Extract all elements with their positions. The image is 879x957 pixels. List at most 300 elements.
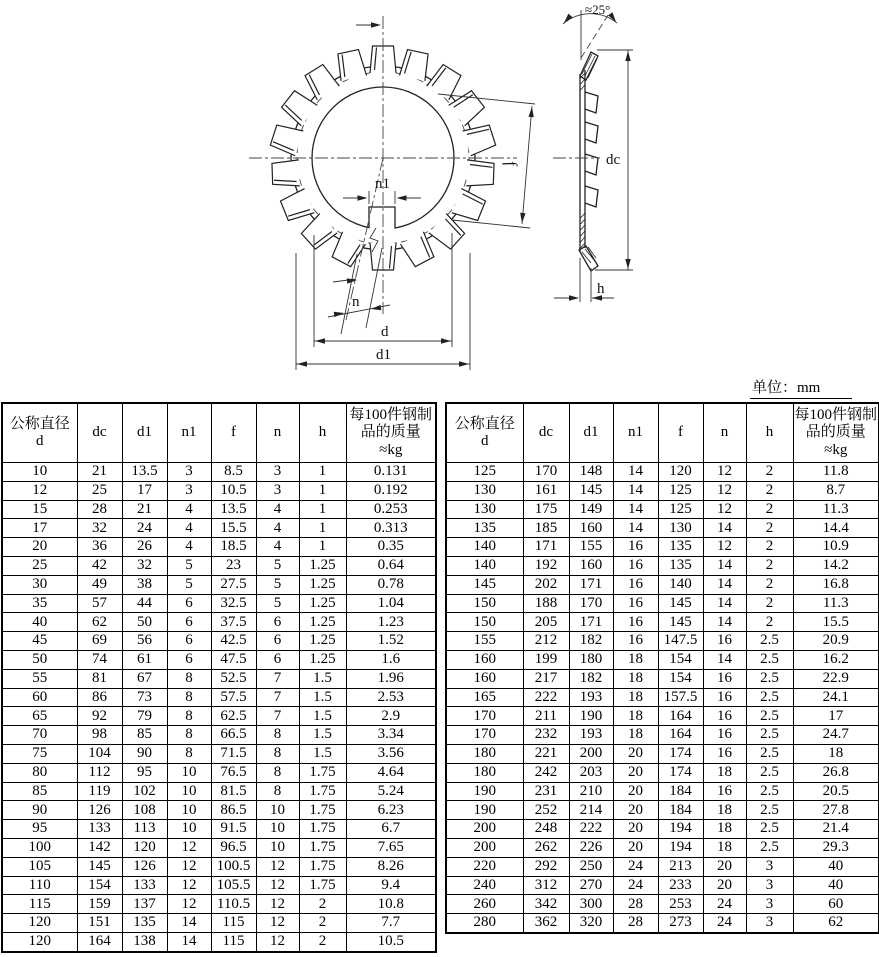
table-cell: 108 xyxy=(122,801,167,820)
col-header-dc: dc xyxy=(523,403,569,463)
table-cell: 27.8 xyxy=(793,801,879,820)
table-cell: 280 xyxy=(446,914,523,933)
table-cell: 85 xyxy=(122,726,167,745)
table-cell: 21.4 xyxy=(793,820,879,839)
table-cell: 221 xyxy=(523,744,569,763)
table-cell: 15 xyxy=(2,500,77,519)
table-cell: 252 xyxy=(523,801,569,820)
table-cell: 14 xyxy=(703,556,746,575)
table-cell: 92 xyxy=(77,707,122,726)
table-cell: 120 xyxy=(658,463,703,482)
table-cell: 10.5 xyxy=(346,932,436,952)
table-cell: 248 xyxy=(523,820,569,839)
table-cell: 1.25 xyxy=(299,575,346,594)
table-cell: 42.5 xyxy=(211,632,256,651)
table-cell: 6 xyxy=(167,594,211,613)
table-cell: 193 xyxy=(569,726,613,745)
table-cell: 10 xyxy=(167,782,211,801)
table-cell: 16 xyxy=(613,575,658,594)
table-cell: 16 xyxy=(703,744,746,763)
table-cell: 6 xyxy=(167,632,211,651)
table-cell: 20 xyxy=(613,782,658,801)
table-cell: 155 xyxy=(569,538,613,557)
table-row xyxy=(2,914,436,933)
table-cell: 14 xyxy=(613,481,658,500)
table-cell: 45 xyxy=(2,632,77,651)
table-cell: 50 xyxy=(2,650,77,669)
table-cell: 188 xyxy=(523,594,569,613)
table-cell: 182 xyxy=(569,632,613,651)
table-row xyxy=(446,820,879,839)
table-cell: 8.26 xyxy=(346,857,436,876)
table-row xyxy=(446,500,879,519)
dim-label-d1: d1 xyxy=(376,347,391,363)
table-cell: 200 xyxy=(446,820,523,839)
table-row xyxy=(446,782,879,801)
table-cell: 126 xyxy=(77,801,122,820)
table-cell: 85 xyxy=(2,782,77,801)
col-header-d: 公称直径 d xyxy=(446,403,523,463)
table-cell: 24 xyxy=(703,895,746,914)
table-cell: 17 xyxy=(2,519,77,538)
table-cell: 16 xyxy=(613,538,658,557)
table-cell: 25 xyxy=(77,481,122,500)
table-cell: 13.5 xyxy=(122,463,167,482)
table-cell: 6 xyxy=(256,613,299,632)
table-cell: 2 xyxy=(746,575,793,594)
table-cell: 9.4 xyxy=(346,876,436,895)
table-cell: 130 xyxy=(446,481,523,500)
table-cell: 1.75 xyxy=(299,801,346,820)
table-cell: 1 xyxy=(299,519,346,538)
table-cell: 14 xyxy=(167,932,211,952)
table-cell: 3 xyxy=(256,463,299,482)
table-cell: 20 xyxy=(613,838,658,857)
table-cell: 170 xyxy=(446,726,523,745)
table-cell: 91.5 xyxy=(211,820,256,839)
table-cell: 10.9 xyxy=(793,538,879,557)
unit-note: 单位：mm xyxy=(750,376,852,399)
table-cell: 12 xyxy=(256,876,299,895)
table-cell: 312 xyxy=(523,876,569,895)
table-cell: 115 xyxy=(2,895,77,914)
table-cell: 170 xyxy=(446,707,523,726)
table-cell: 6 xyxy=(167,650,211,669)
table-cell: 47.5 xyxy=(211,650,256,669)
table-cell: 16 xyxy=(613,613,658,632)
table-cell: 2.5 xyxy=(746,820,793,839)
table-cell: 170 xyxy=(523,463,569,482)
table-cell: 2 xyxy=(746,613,793,632)
table-cell: 18 xyxy=(613,707,658,726)
table-cell: 10 xyxy=(167,820,211,839)
table-cell: 1.25 xyxy=(299,650,346,669)
table-row xyxy=(2,688,436,707)
table-cell: 80 xyxy=(2,763,77,782)
table-cell: 125 xyxy=(658,481,703,500)
table-cell: 10 xyxy=(2,463,77,482)
table-row xyxy=(446,688,879,707)
table-cell: 273 xyxy=(658,914,703,933)
table-cell: 160 xyxy=(569,519,613,538)
table-cell: 135 xyxy=(658,538,703,557)
spec-table-left xyxy=(1,402,437,953)
table-cell: 133 xyxy=(122,876,167,895)
table-cell: 1.25 xyxy=(299,556,346,575)
table-cell: 2.5 xyxy=(746,782,793,801)
table-cell: 2.5 xyxy=(746,801,793,820)
table-cell: 55 xyxy=(2,669,77,688)
table-cell: 2.5 xyxy=(746,763,793,782)
table-cell: 14 xyxy=(613,519,658,538)
table-cell: 16.8 xyxy=(793,575,879,594)
table-cell: 6.23 xyxy=(346,801,436,820)
table-cell: 1.25 xyxy=(299,632,346,651)
table-cell: 14 xyxy=(167,914,211,933)
table-cell: 49 xyxy=(77,575,122,594)
table-cell: 36 xyxy=(77,538,122,557)
table-cell: 105 xyxy=(2,857,77,876)
table-cell: 32 xyxy=(122,556,167,575)
table-cell: 133 xyxy=(77,820,122,839)
table-row xyxy=(446,481,879,500)
table-cell: 4.64 xyxy=(346,763,436,782)
table-cell: 150 xyxy=(446,613,523,632)
table-row xyxy=(2,838,436,857)
table-cell: 210 xyxy=(569,782,613,801)
table-cell: 164 xyxy=(77,932,122,952)
table-cell: 182 xyxy=(569,669,613,688)
table-cell: 13.5 xyxy=(211,500,256,519)
table-cell: 24 xyxy=(122,519,167,538)
table-cell: 16 xyxy=(703,707,746,726)
table-row xyxy=(446,669,879,688)
table-cell: 161 xyxy=(523,481,569,500)
table-cell: 28 xyxy=(613,914,658,933)
col-header-f: f xyxy=(211,403,256,463)
table-cell: 8 xyxy=(256,726,299,745)
table-cell: 1.5 xyxy=(299,707,346,726)
table-cell: 0.313 xyxy=(346,519,436,538)
table-cell: 42 xyxy=(77,556,122,575)
table-cell: 142 xyxy=(77,838,122,857)
table-cell: 2.53 xyxy=(346,688,436,707)
table-cell: 20 xyxy=(613,744,658,763)
table-row xyxy=(2,782,436,801)
table-row xyxy=(2,519,436,538)
table-cell: 100.5 xyxy=(211,857,256,876)
table-cell: 12 xyxy=(256,857,299,876)
table-cell: 2.5 xyxy=(746,707,793,726)
col-header-n1: n1 xyxy=(167,403,211,463)
table-cell: 40 xyxy=(2,613,77,632)
table-cell: 17 xyxy=(793,707,879,726)
table-cell: 4 xyxy=(256,519,299,538)
table-cell: 21 xyxy=(122,500,167,519)
table-row xyxy=(2,801,436,820)
table-row xyxy=(2,763,436,782)
table-cell: 194 xyxy=(658,838,703,857)
table-cell: 18 xyxy=(703,801,746,820)
table-cell: 90 xyxy=(2,801,77,820)
col-header-mass: 每100件钢制品的质量 ≈kg xyxy=(346,403,436,463)
table-cell: 95 xyxy=(122,763,167,782)
table-row xyxy=(2,463,436,482)
table-row xyxy=(446,650,879,669)
table-cell: 10 xyxy=(256,838,299,857)
table-cell: 164 xyxy=(658,707,703,726)
table-cell: 184 xyxy=(658,801,703,820)
table-cell: 214 xyxy=(569,801,613,820)
table-cell: 10 xyxy=(256,820,299,839)
table-cell: 37.5 xyxy=(211,613,256,632)
table-cell: 8 xyxy=(167,744,211,763)
table-cell: 180 xyxy=(446,763,523,782)
table-cell: 28 xyxy=(77,500,122,519)
table-cell: 18 xyxy=(613,650,658,669)
col-header-n: n xyxy=(256,403,299,463)
table-cell: 2.5 xyxy=(746,838,793,857)
table-cell: 7.65 xyxy=(346,838,436,857)
table-cell: 190 xyxy=(446,801,523,820)
table-row xyxy=(446,519,879,538)
table-cell: 100 xyxy=(2,838,77,857)
table-cell: 1.25 xyxy=(299,594,346,613)
table-cell: 222 xyxy=(569,820,613,839)
washer-section-strip xyxy=(580,70,585,252)
spec-table-right xyxy=(445,402,879,934)
table-cell: 157.5 xyxy=(658,688,703,707)
table-cell: 232 xyxy=(523,726,569,745)
table-cell: 86 xyxy=(77,688,122,707)
table-cell: 18 xyxy=(793,744,879,763)
table-cell: 20 xyxy=(703,876,746,895)
table-cell: 2.5 xyxy=(746,650,793,669)
table-cell: 14 xyxy=(613,500,658,519)
table-cell: 18 xyxy=(703,838,746,857)
table-cell: 12 xyxy=(256,895,299,914)
table-cell: 1.75 xyxy=(299,838,346,857)
table-cell: 140 xyxy=(658,575,703,594)
table-cell: 130 xyxy=(658,519,703,538)
table-row xyxy=(2,820,436,839)
table-cell: 164 xyxy=(658,726,703,745)
table-cell: 81.5 xyxy=(211,782,256,801)
table-cell: 10 xyxy=(256,801,299,820)
table-cell: 292 xyxy=(523,857,569,876)
table-cell: 1 xyxy=(299,500,346,519)
table-cell: 3 xyxy=(746,857,793,876)
dim-f xyxy=(438,94,535,228)
table-cell: 115 xyxy=(211,932,256,952)
table-cell: 8 xyxy=(256,744,299,763)
table-cell: 12 xyxy=(167,838,211,857)
table-cell: 262 xyxy=(523,838,569,857)
table-cell: 12 xyxy=(167,895,211,914)
table-cell: 24.7 xyxy=(793,726,879,745)
table-cell: 200 xyxy=(446,838,523,857)
table-cell: 62 xyxy=(77,613,122,632)
table-cell: 29.3 xyxy=(793,838,879,857)
table-cell: 52.5 xyxy=(211,669,256,688)
table-cell: 1 xyxy=(299,481,346,500)
table-cell: 61 xyxy=(122,650,167,669)
table-cell: 18 xyxy=(613,726,658,745)
table-cell: 16 xyxy=(613,594,658,613)
table-cell: 150 xyxy=(446,594,523,613)
col-header-d: 公称直径 d xyxy=(2,403,77,463)
table-row xyxy=(446,463,879,482)
table-cell: 10 xyxy=(167,763,211,782)
table-row xyxy=(446,914,879,933)
table-cell: 1.75 xyxy=(299,820,346,839)
table-cell: 231 xyxy=(523,782,569,801)
table-cell: 75 xyxy=(2,744,77,763)
table-cell: 76.5 xyxy=(211,763,256,782)
table-cell: 12 xyxy=(703,463,746,482)
table-cell: 62 xyxy=(793,914,879,933)
table-cell: 16 xyxy=(703,726,746,745)
table-cell: 140 xyxy=(446,538,523,557)
left-table-body xyxy=(2,463,436,953)
table-cell: 62.5 xyxy=(211,707,256,726)
dim-label-dc: dc xyxy=(606,152,621,168)
table-cell: 1.5 xyxy=(299,744,346,763)
table-cell: 18 xyxy=(613,669,658,688)
table-cell: 165 xyxy=(446,688,523,707)
table-cell: 14 xyxy=(613,463,658,482)
table-cell: 6 xyxy=(167,613,211,632)
table-row xyxy=(2,613,436,632)
bottom-tab-hatch xyxy=(582,247,596,263)
table-cell: 260 xyxy=(446,895,523,914)
table-row xyxy=(446,707,879,726)
table-cell: 2 xyxy=(746,463,793,482)
table-cell: 74 xyxy=(77,650,122,669)
table-cell: 3 xyxy=(746,876,793,895)
table-cell: 18 xyxy=(613,688,658,707)
table-cell: 0.192 xyxy=(346,481,436,500)
table-cell: 8 xyxy=(167,726,211,745)
table-cell: 3 xyxy=(167,481,211,500)
table-cell: 86.5 xyxy=(211,801,256,820)
table-cell: 24 xyxy=(703,914,746,933)
table-cell: 1.75 xyxy=(299,782,346,801)
table-cell: 2 xyxy=(746,519,793,538)
table-cell: 17 xyxy=(122,481,167,500)
table-cell: 2.5 xyxy=(746,632,793,651)
table-cell: 22.9 xyxy=(793,669,879,688)
table-row xyxy=(2,575,436,594)
dim-label-h: h xyxy=(597,281,605,297)
table-cell: 174 xyxy=(658,744,703,763)
table-cell: 12 xyxy=(703,538,746,557)
table-cell: 175 xyxy=(523,500,569,519)
table-cell: 0.78 xyxy=(346,575,436,594)
table-cell: 18 xyxy=(703,763,746,782)
table-cell: 15.5 xyxy=(793,613,879,632)
table-row xyxy=(446,538,879,557)
table-row xyxy=(446,744,879,763)
table-cell: 4 xyxy=(167,538,211,557)
table-cell: 125 xyxy=(446,463,523,482)
table-cell: 57.5 xyxy=(211,688,256,707)
table-cell: 10.5 xyxy=(211,481,256,500)
table-cell: 151 xyxy=(77,914,122,933)
table-cell: 110.5 xyxy=(211,895,256,914)
table-cell: 40 xyxy=(793,876,879,895)
table-cell: 120 xyxy=(2,914,77,933)
table-cell: 1.25 xyxy=(299,613,346,632)
table-cell: 155 xyxy=(446,632,523,651)
table-cell: 190 xyxy=(446,782,523,801)
table-cell: 79 xyxy=(122,707,167,726)
dim-dc xyxy=(595,50,633,270)
table-row xyxy=(2,556,436,575)
table-cell: 185 xyxy=(523,519,569,538)
table-cell: 5.24 xyxy=(346,782,436,801)
table-cell: 2 xyxy=(746,556,793,575)
table-cell: 67 xyxy=(122,669,167,688)
table-cell: 2 xyxy=(746,481,793,500)
table-cell: 12 xyxy=(167,876,211,895)
table-cell: 21 xyxy=(77,463,122,482)
table-cell: 1 xyxy=(299,538,346,557)
table-cell: 8 xyxy=(256,763,299,782)
table-cell: 112 xyxy=(77,763,122,782)
front-view xyxy=(249,16,535,370)
table-cell: 4 xyxy=(256,500,299,519)
table-cell: 4 xyxy=(167,519,211,538)
table-cell: 1.6 xyxy=(346,650,436,669)
table-cell: 5 xyxy=(256,575,299,594)
table-cell: 180 xyxy=(446,744,523,763)
table-cell: 1.5 xyxy=(299,669,346,688)
table-cell: 12 xyxy=(256,932,299,952)
table-cell: 0.131 xyxy=(346,463,436,482)
table-cell: 98 xyxy=(77,726,122,745)
table-cell: 174 xyxy=(658,763,703,782)
bottom-bent-tab xyxy=(579,246,598,271)
table-row xyxy=(2,500,436,519)
tab-profiles xyxy=(585,92,598,207)
table-cell: 2 xyxy=(746,594,793,613)
table-cell: 250 xyxy=(569,857,613,876)
table-cell: 1.5 xyxy=(299,726,346,745)
table-cell: 8 xyxy=(167,707,211,726)
table-cell: 300 xyxy=(569,895,613,914)
table-cell: 70 xyxy=(2,726,77,745)
table-row xyxy=(446,838,879,857)
table-cell: 170 xyxy=(569,594,613,613)
table-cell: 26 xyxy=(122,538,167,557)
table-cell: 2.9 xyxy=(346,707,436,726)
table-row xyxy=(2,594,436,613)
table-cell: 56 xyxy=(122,632,167,651)
table-cell: 135 xyxy=(122,914,167,933)
table-cell: 6.7 xyxy=(346,820,436,839)
table-cell: 6 xyxy=(256,632,299,651)
table-cell: 8 xyxy=(256,782,299,801)
table-cell: 44 xyxy=(122,594,167,613)
table-cell: 171 xyxy=(523,538,569,557)
dim-label-n: n xyxy=(352,294,360,310)
table-cell: 147.5 xyxy=(658,632,703,651)
table-cell: 20 xyxy=(703,857,746,876)
table-cell: 18 xyxy=(703,820,746,839)
table-cell: 212 xyxy=(523,632,569,651)
col-header-n: n xyxy=(703,403,746,463)
